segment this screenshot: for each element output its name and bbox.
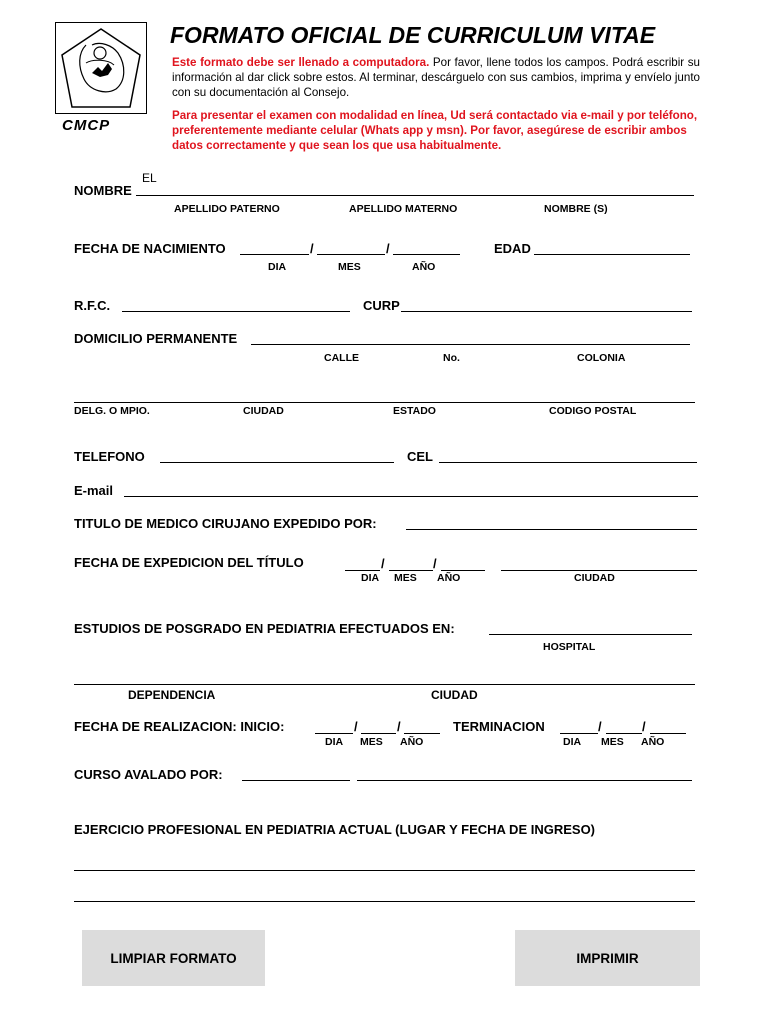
estado-label: ESTADO	[393, 405, 436, 417]
dia-label: DIA	[268, 261, 287, 273]
ciudad-label: CIUDAD	[431, 688, 478, 702]
mes-label: MES	[394, 572, 417, 584]
rfc-field[interactable]	[122, 311, 350, 312]
dia-label: DIA	[361, 572, 380, 584]
date-separator: /	[354, 719, 358, 734]
ejercicio-field-2[interactable]	[74, 901, 695, 902]
telefono-label: TELEFONO	[74, 449, 145, 464]
calle-label: CALLE	[324, 352, 359, 364]
dependencia-ciudad-field[interactable]	[74, 684, 695, 685]
term-day-field[interactable]	[560, 733, 598, 734]
hospital-label: HOSPITAL	[543, 641, 596, 653]
telefono-field[interactable]	[160, 462, 394, 463]
inicio-day-field[interactable]	[315, 733, 353, 734]
logo-emblem-icon	[56, 23, 146, 113]
dia-label: DIA	[563, 736, 582, 748]
cmcp-logo	[55, 22, 147, 114]
inicio-month-field[interactable]	[361, 733, 396, 734]
domicilio-line2-field[interactable]	[74, 402, 695, 403]
mes-label: MES	[360, 736, 383, 748]
hospital-field[interactable]	[489, 634, 692, 635]
ejercicio-label: EJERCICIO PROFESIONAL EN PEDIATRIA ACTUAL (LUGAR Y FECHA DE INGRESO)	[74, 822, 596, 837]
cel-field[interactable]	[439, 462, 697, 463]
curso-label: CURSO AVALADO POR:	[74, 767, 223, 782]
titulo-field[interactable]	[406, 529, 697, 530]
nombre-field[interactable]	[136, 195, 694, 196]
realizacion-label: FECHA DE REALIZACION: INICIO:	[74, 719, 285, 734]
nombre-value: EL	[142, 171, 157, 185]
delegacion-label: DELG. O MPIO.	[74, 405, 150, 417]
ciudad-label: CIUDAD	[243, 405, 284, 417]
intro-body-text: Por favor, llene todos los campos. Podrá escribir su información al dar click sobre estos. Al terminar, descárguelo con sus cambios, imprima y envíelo junto con su documentación al Consejo.	[172, 56, 701, 99]
edad-label: EDAD	[494, 241, 531, 256]
numero-label: No.	[443, 352, 460, 364]
date-separator: /	[397, 719, 401, 734]
curso-field-2[interactable]	[357, 780, 692, 781]
colonia-label: COLONIA	[577, 352, 626, 364]
birth-month-field[interactable]	[317, 254, 385, 255]
rfc-label: R.F.C.	[74, 298, 111, 313]
date-separator: /	[433, 556, 437, 571]
date-separator: /	[598, 719, 602, 734]
email-field[interactable]	[124, 496, 698, 497]
edad-field[interactable]	[534, 254, 690, 255]
codigo-postal-label: CODIGO POSTAL	[549, 405, 637, 417]
ejercicio-field-1[interactable]	[74, 870, 695, 871]
term-year-field[interactable]	[650, 733, 686, 734]
domicilio-label: DOMICILIO PERMANENTE	[74, 331, 238, 346]
term-month-field[interactable]	[606, 733, 642, 734]
domicilio-field[interactable]	[251, 344, 690, 345]
intro-text	[172, 55, 700, 100]
fecha-nacimiento-label: FECHA DE NACIMIENTO	[74, 241, 226, 256]
date-separator: /	[310, 241, 314, 256]
ano-label: AÑO	[400, 736, 424, 748]
exp-ciudad-field[interactable]	[501, 570, 697, 571]
ano-label: AÑO	[412, 261, 436, 273]
notice-text: Para presentar el examen con modalidad en línea, Ud será contactado via e-mail y por teléfono, preferentemente mediante celular (Whats app y msn). Por favor, asegúrese de escribir ambos datos correctamente y que sean los que usa habitualmente.	[172, 109, 698, 152]
date-separator: /	[642, 719, 646, 734]
ano-label: AÑO	[641, 736, 665, 748]
email-label: E-mail	[74, 483, 114, 498]
birth-day-field[interactable]	[240, 254, 309, 255]
date-separator: /	[386, 241, 390, 256]
birth-year-field[interactable]	[393, 254, 460, 255]
ano-label: AÑO	[437, 572, 461, 584]
nombres-label: NOMBRE (S)	[544, 203, 608, 215]
clear-form-button[interactable]: LIMPIAR FORMATO	[82, 930, 265, 986]
dia-label: DIA	[325, 736, 344, 748]
terminacion-label: TERMINACION	[453, 719, 545, 734]
date-separator: /	[381, 556, 385, 571]
apellido-materno-label: APELLIDO MATERNO	[349, 203, 458, 215]
dependencia-label: DEPENDENCIA	[128, 688, 216, 702]
exp-month-field[interactable]	[389, 570, 433, 571]
print-button[interactable]: IMPRIMIR	[515, 930, 700, 986]
intro-red-text: Este formato debe ser llenado a computadora.	[172, 56, 430, 69]
curp-field[interactable]	[401, 311, 692, 312]
page-title: FORMATO OFICIAL DE CURRICULUM VITAE	[170, 22, 656, 48]
mes-label: MES	[338, 261, 361, 273]
ciudad-label: CIUDAD	[574, 572, 615, 584]
curp-label: CURP	[363, 298, 400, 313]
exp-day-field[interactable]	[345, 570, 380, 571]
nombre-label: NOMBRE	[74, 183, 132, 198]
logo-text: CMCP	[62, 117, 111, 134]
fecha-expedicion-label: FECHA DE EXPEDICION DEL TÍTULO	[74, 555, 304, 570]
inicio-year-field[interactable]	[404, 733, 440, 734]
curso-field-1[interactable]	[242, 780, 350, 781]
cel-label: CEL	[407, 449, 433, 464]
apellido-paterno-label: APELLIDO PATERNO	[174, 203, 280, 215]
posgrado-label: ESTUDIOS DE POSGRADO EN PEDIATRIA EFECTUADOS EN:	[74, 621, 455, 636]
mes-label: MES	[601, 736, 624, 748]
titulo-label: TITULO DE MEDICO CIRUJANO EXPEDIDO POR:	[74, 516, 377, 531]
exp-year-field[interactable]	[441, 570, 485, 571]
